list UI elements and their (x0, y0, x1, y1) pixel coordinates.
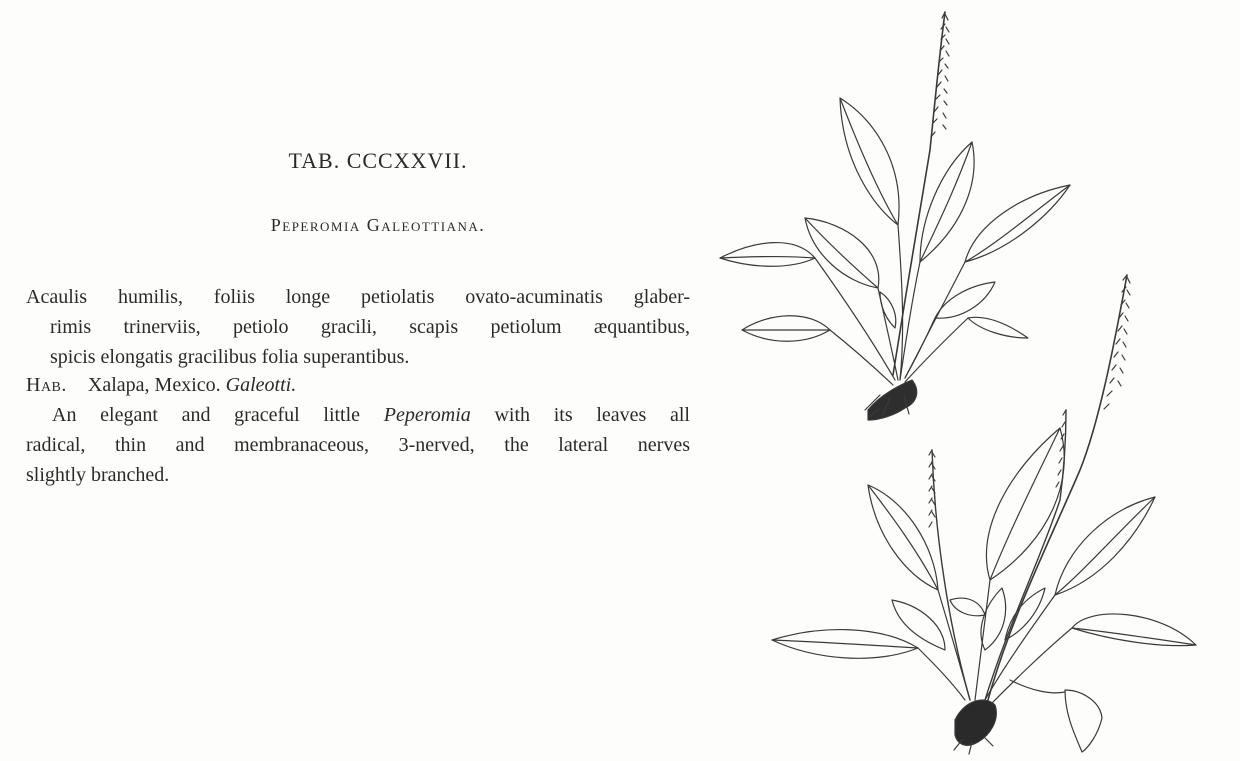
habitat-label: Hab. (26, 374, 67, 396)
plate-number: TAB. CCCXXVII. (288, 148, 468, 173)
latin-diagnosis (26, 282, 690, 372)
species-title: Peperomia Galeottiana. (270, 215, 486, 235)
habitat-collector: Galeotti. (225, 374, 297, 396)
description-line (26, 400, 690, 430)
description-text: with its leaves all (470, 404, 690, 426)
diagnosis-line: rimis trinerviis, petiolo gracili, scapis petiolum æquantibus, (50, 316, 690, 338)
english-description (26, 400, 690, 490)
description-line: slightly branched. (26, 464, 170, 486)
habitat-locality: Xalapa, Mexico. (87, 374, 221, 396)
upper-plant-drawing (720, 12, 1070, 420)
description-line: radical, thin and membranaceous, 3-nerved, the lateral nerves (26, 434, 690, 456)
habitat-line (26, 370, 690, 400)
genus-name: Peperomia (383, 404, 471, 426)
diagnosis-line: spicis elongatis gracilibus folia superantibus. (50, 346, 410, 368)
botanical-illustration (700, 0, 1240, 761)
lower-plant-drawing (772, 275, 1196, 754)
description-text: An elegant and graceful little (52, 404, 384, 426)
diagnosis-line: Acaulis humilis, foliis longe petiolatis ovato-acuminatis glaber- (26, 286, 690, 308)
